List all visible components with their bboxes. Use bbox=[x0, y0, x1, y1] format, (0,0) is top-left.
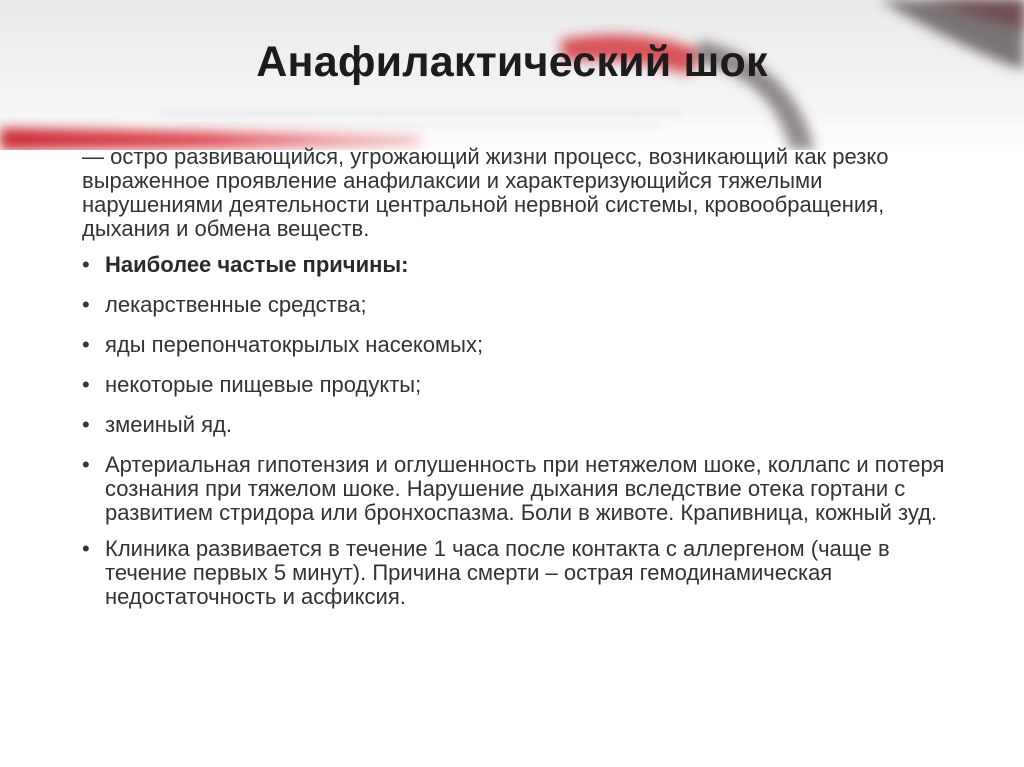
bullet-icon: • bbox=[82, 332, 90, 357]
bullet-text: некоторые пищевые продукты; bbox=[105, 372, 422, 397]
bullet-text: яды перепончатокрылых насекомых; bbox=[105, 332, 484, 357]
bullet-list bbox=[82, 253, 952, 609]
bullet-icon: • bbox=[82, 536, 90, 561]
bullet-heading: Наиболее частые причины: bbox=[105, 252, 409, 277]
bullet-text: лекарственные средства; bbox=[105, 292, 367, 317]
slide-content bbox=[82, 145, 952, 621]
bullet-item bbox=[82, 333, 952, 357]
bullet-text: Клиника развивается в течение 1 часа после контакта с аллергеном (чаще в течение первых 5 минут). Причина смерти – острая гемодинамическая недостаточность и асфиксия. bbox=[105, 536, 890, 609]
bullet-icon: • bbox=[82, 372, 90, 397]
bullet-item bbox=[82, 293, 952, 317]
bullet-item bbox=[82, 373, 952, 397]
bullet-icon: • bbox=[82, 412, 90, 437]
bullet-item bbox=[82, 537, 952, 609]
bullet-text: Артериальная гипотензия и оглушенность при нетяжелом шоке, коллапс и потеря сознания при тяжелом шоке. Нарушение дыхания вследствие отека гортани с развитием стридора или бронхоспазма. Боли в животе. Крапивница, кожный зуд. bbox=[105, 452, 945, 525]
intro-paragraph: — остро развивающийся, угрожающий жизни процесс, возникающий как резко выраженное проявление анафилаксии и характеризующийся тяжелыми нарушениями деятельности центральной нервной системы, кровообращения, дыхания и обмена веществ. bbox=[82, 144, 889, 241]
page-title: Анафилактический шок bbox=[256, 38, 768, 86]
bullet-icon: • bbox=[82, 452, 90, 477]
bullet-item bbox=[82, 453, 952, 525]
bullet-item bbox=[82, 413, 952, 437]
bullet-icon: • bbox=[82, 252, 90, 277]
bullet-icon: • bbox=[82, 292, 90, 317]
bullet-text: змеиный яд. bbox=[105, 412, 232, 437]
bullet-item bbox=[82, 253, 952, 277]
